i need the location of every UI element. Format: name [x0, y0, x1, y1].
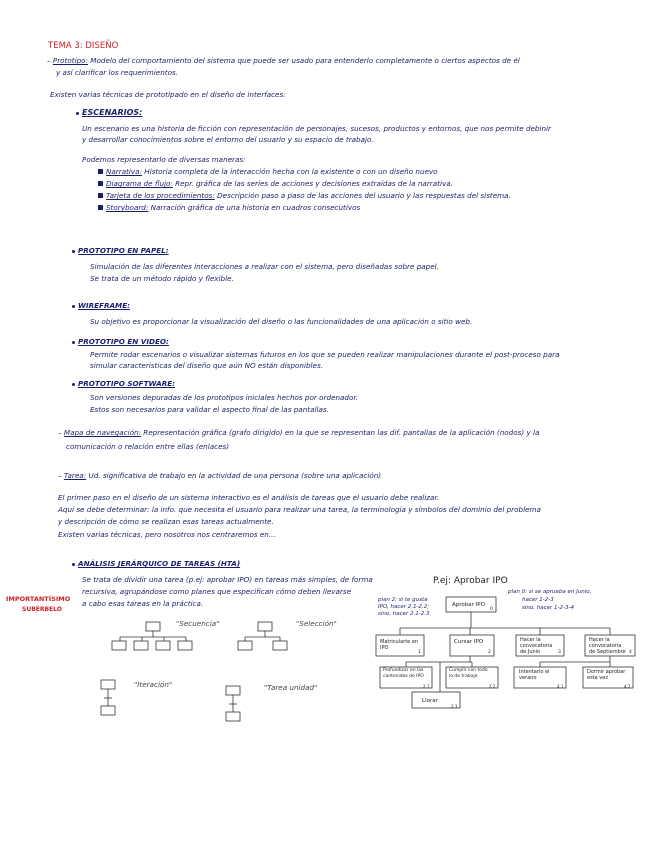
tarea-text2: El primer paso en el diseño de un sistema interactivo es el análisis de tareas que el usuario debe realizar.: [58, 493, 440, 502]
tree-node-number: 4.1: [557, 684, 564, 689]
plan2-line: plan 2: si te gusta: [378, 597, 428, 603]
video-text1: Permite rodar escenarios o visualizar sistemas futuros en los que se pueden realizar manipulaciones durante el post-proceso para: [90, 350, 560, 359]
plan0-line: plan 0: si se aprueba en Junio,: [508, 589, 592, 595]
item-text: Narración gráfica de una historia en cuadros consecutivos: [150, 203, 361, 212]
mapa-term: Mapa de navegación:: [63, 428, 141, 437]
tarea-text3: Aquí se debe determinar: la info. que necesita el usuario para realizar una tarea, la terminología y símbolos del dominio del problema: [58, 505, 541, 514]
video-text2: simular características del diseño que aún NO están disponibles.: [90, 361, 323, 370]
plan2-line: IPO, hacer 2.1-2.2;: [378, 604, 430, 610]
escenarios-intro: Podemos representarlo de diversas maneras:: [82, 155, 246, 164]
tarea-term: Tarea:: [63, 471, 87, 480]
software-heading: PROTOTIPO SOFTWARE:: [78, 379, 176, 388]
tree-node-root: Aprobar IPO: [452, 602, 485, 608]
page-title: TEMA 3: DISEÑO: [48, 41, 119, 51]
item-term: Storyboard:: [106, 203, 149, 212]
papel-text1: Simulación de las diferentes interacciones a realizar con el sistema, pero diseñadas sobre papel.: [90, 262, 439, 271]
software-text2: Estos son necesarios para validar el aspecto final de las pantallas.: [90, 405, 329, 414]
escenarios-text1: Un escenario es una historia de ficción con representación de personajes, sucesos, productos y entornos, que nos permite debinir: [82, 124, 552, 133]
software-text1: Son versiones depuradas de los prototipos iniciales hechos por ordenador.: [90, 393, 358, 402]
hta-text2: recursiva, agrupándose como planes que especifican cómo deben llevarse: [82, 587, 352, 596]
plan0-line: hacer 1-2-3: [522, 597, 554, 603]
item-term: Diagrama de flujo:: [106, 179, 173, 188]
tree-node-number: 4.2: [624, 684, 631, 689]
item-text: Historia completa de la interacción hecha con la existente o con un diseño nuevo: [144, 167, 438, 176]
item-term: Narrativa:: [106, 167, 142, 176]
side-note: IMPORTANTÍSIMO: [6, 595, 71, 603]
tree-node-number: 2.2: [489, 684, 496, 689]
video-heading: PROTOTIPO EN VIDEO:: [78, 337, 169, 346]
hta-text3: a cabo esas tareas en la práctica.: [82, 599, 204, 608]
tarea-text5: Existen varias técnicas, pero nosotros nos centraremos en...: [58, 530, 276, 539]
hta-text1: Se trata de dividir una tarea (p.ej: aprobar IPO) en tareas más simples, de forma: [82, 575, 373, 584]
papel-heading: PROTOTIPO EN PAPEL:: [78, 246, 169, 255]
prototipo-text1: Modelo del comportamiento del sistema que puede ser usado para entenderlo completamente o ciertos aspectos de él: [90, 56, 520, 65]
tree-node: Intentarlo el verano: [519, 669, 550, 681]
diagram-label: "Secuencia": [176, 619, 220, 628]
hta-heading: ANÁLISIS JERÁRQUICO DE TAREAS (HTA): [78, 559, 241, 568]
tree-node: Profundizar en las contenidos de IPO: [383, 668, 424, 679]
tarea-text4: y descripción de cómo se realizan esas tareas actualmente.: [58, 517, 274, 526]
plan2-line: sino, hacer 2.1-2.3: [378, 611, 430, 617]
tree-node-number: 4: [629, 650, 632, 655]
tree-node-number: 2.1: [423, 684, 430, 689]
prototipo-text2: y así clarificar los requerimientos.: [56, 68, 179, 77]
mapa-line1: – Mapa de navegación: Representación gráfica (grafo dirigido) en la que se representan las dif. pantallas de la aplicación (nodos) y la: [58, 428, 540, 437]
tree-node-number: 2.3: [451, 704, 458, 709]
plan0-line: sino, hacer 1-2-3-4: [522, 605, 574, 611]
tree-node: Matricularte en IPO: [380, 639, 419, 651]
wireframe-text1: Su objetivo es proporcionar la visualización del diseño o las funcionalidades de una aplicación o sitio web.: [90, 317, 473, 326]
escenarios-heading: ESCENARIOS:: [82, 108, 143, 117]
tree-node: Llorar: [422, 698, 438, 704]
example-title: P.ej: Aprobar IPO: [433, 576, 508, 586]
mapa-text1: Representación gráfica (grafo dirigido) en la que se representan las dif. pantallas de la aplicación (nodos) y la: [143, 428, 540, 437]
wireframe-heading: WIREFRAME:: [78, 301, 130, 310]
tree-node-number: 2: [488, 650, 491, 655]
tree-node: Dormir aprobar esta vez: [587, 669, 626, 681]
diagram-label: "Iteración": [134, 680, 173, 689]
prototipo-line1: – Prototipo: Modelo del comportamiento del sistema que puede ser usado para entenderlo completamente o ciertos aspectos de él: [47, 56, 520, 65]
diagram-label: "Tarea unidad": [264, 683, 318, 692]
tree-node-number: 1: [418, 650, 421, 655]
tree-node-number: 0: [490, 607, 493, 612]
diagram-label: "Selección": [296, 619, 337, 628]
side-note: SUBÉRBELO: [22, 606, 62, 613]
tree-node: Hacer la convocatoria de Septiembre: [589, 637, 626, 655]
tarea-line1: – Tarea: Ud. significativa de trabajo en la actividad de una persona (sobre una aplicación): [58, 471, 382, 480]
tree-node: Cumplir con todo lo de trabajo: [449, 668, 488, 679]
tree-node: Hacer la convocatoria de Junio: [520, 637, 553, 655]
escenarios-text2: y desarrollar conocimientos sobre el entorno del usuario y su espacio de trabajo.: [82, 135, 374, 144]
tecnicas-line: Existen varias técnicas de prototipado en el diseño de interfaces:: [50, 90, 286, 99]
tree-node-number: 3: [558, 650, 561, 655]
item-term: Tarjeta de los procedimientos:: [106, 191, 215, 200]
tree-node: Cursar IPO: [454, 639, 484, 645]
item-text: Repr. gráfica de las series de acciones y decisiones extraídas de la narrativa.: [175, 179, 453, 188]
prototipo-term: Prototipo:: [52, 56, 88, 65]
tarea-text1: Ud. significativa de trabajo en la actividad de una persona (sobre una aplicación): [88, 471, 382, 480]
mapa-text2: comunicación o relación entre ellas (enlaces): [66, 442, 230, 451]
papel-text2: Se trata de un método rápido y flexible.: [90, 274, 234, 283]
item-text: Descripción paso a paso de las acciones del usuario y las respuestas del sistema.: [217, 191, 511, 200]
